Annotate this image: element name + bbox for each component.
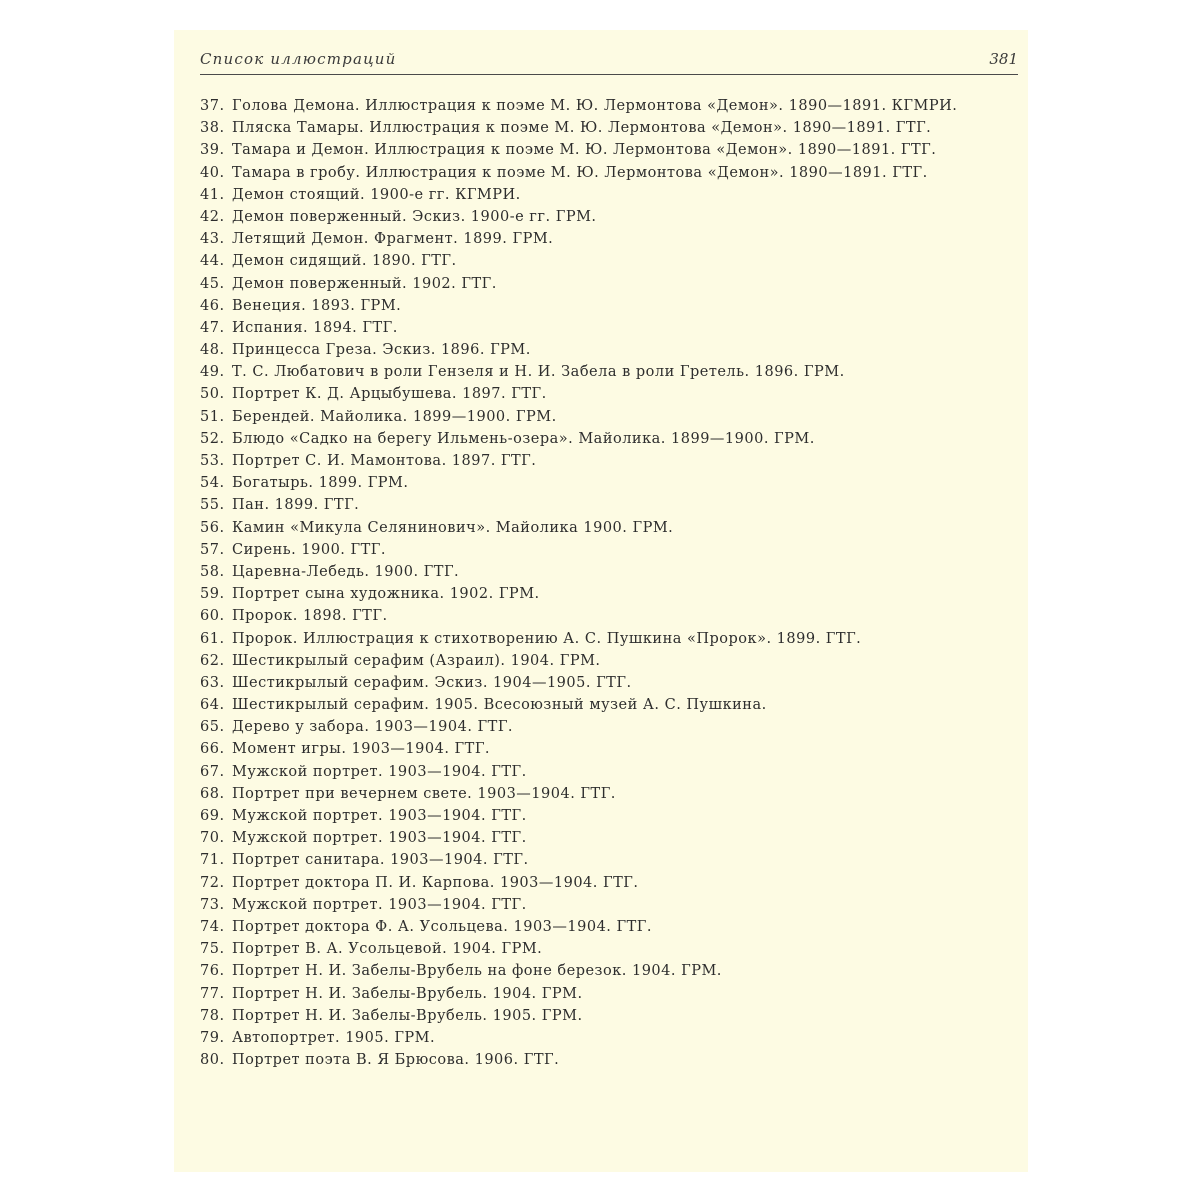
entry-number: 44.: [200, 253, 225, 270]
entry-text: Портрет доктора П. И. Карпова. 1903—1904. ГТГ.: [232, 874, 639, 891]
list-item: [200, 805, 1028, 827]
list-item: [200, 428, 1028, 450]
entry-number: 63.: [200, 674, 225, 691]
entry-text: Портрет Н. И. Забелы-Врубель. 1905. ГРМ.: [232, 1007, 583, 1024]
list-item: [200, 162, 1028, 184]
page-number: 381: [989, 50, 1018, 68]
entry-text: Демон сидящий. 1890. ГТГ.: [232, 253, 457, 270]
entry-number: 74.: [200, 918, 225, 935]
entry-text: Портрет Н. И. Забелы-Врубель. 1904. ГРМ.: [232, 985, 583, 1002]
entry-number: 78.: [200, 1007, 225, 1024]
entry-number: 54.: [200, 475, 225, 492]
entry-number: 59.: [200, 586, 225, 603]
entry-number: 43.: [200, 231, 225, 248]
entry-text: Богатырь. 1899. ГРМ.: [232, 475, 409, 492]
entry-text: Тамара в гробу. Иллюстрация к поэме М. Ю. Лермонтова «Демон». 1890—1891. ГТГ.: [232, 164, 928, 181]
entry-text: Дерево у забора. 1903—1904. ГТГ.: [232, 719, 514, 736]
list-item: [200, 539, 1028, 561]
list-item: [200, 494, 1028, 516]
entry-text: Демон поверженный. Эскиз. 1900-е гг. ГРМ.: [232, 208, 597, 225]
illustration-list: [200, 95, 1028, 1071]
list-item: [200, 827, 1028, 849]
list-item: [200, 1049, 1028, 1071]
list-item: [200, 1027, 1028, 1049]
entry-text: Шестикрылый серафим. 1905. Всесоюзный музей А. С. Пушкина.: [232, 697, 767, 714]
list-item: [200, 117, 1028, 139]
entry-number: 46.: [200, 297, 225, 314]
entry-number: 75.: [200, 941, 225, 958]
entry-text: Т. С. Любатович в роли Гензеля и Н. И. Забела в роли Гретель. 1896. ГРМ.: [232, 364, 845, 381]
list-item: [200, 849, 1028, 871]
entry-number: 62.: [200, 652, 225, 669]
list-item: [200, 339, 1028, 361]
entry-text: Портрет сына художника. 1902. ГРМ.: [232, 586, 540, 603]
list-item: [200, 983, 1028, 1005]
entry-number: 58.: [200, 563, 225, 580]
entry-number: 50.: [200, 386, 225, 403]
list-item: [200, 561, 1028, 583]
entry-text: Мужской портрет. 1903—1904. ГТГ.: [232, 808, 527, 824]
entry-number: 42.: [200, 208, 225, 225]
entry-number: 67.: [200, 763, 225, 780]
entry-number: 56.: [200, 519, 225, 536]
entry-number: 47.: [200, 319, 225, 336]
entry-text: Пан. 1899. ГТГ.: [232, 497, 360, 514]
list-item: [200, 273, 1028, 295]
list-item: [200, 672, 1028, 694]
entry-text: Блюдо «Садко на берегу Ильмень-озера». Майолика. 1899—1900. ГРМ.: [232, 430, 815, 447]
entry-text: Портрет санитара. 1903—1904. ГТГ.: [232, 852, 529, 869]
entry-text: Момент игры. 1903—1904. ГТГ.: [232, 741, 491, 758]
list-item: [200, 783, 1028, 805]
entry-number: 71.: [200, 852, 225, 869]
list-item: [200, 472, 1028, 494]
list-item: [200, 628, 1028, 650]
header-rule: [200, 74, 1018, 75]
entry-number: 64.: [200, 697, 225, 714]
entry-text: Принцесса Греза. Эскиз. 1896. ГРМ.: [232, 342, 531, 359]
entry-text: Портрет К. Д. Арцыбушева. 1897. ГТГ.: [232, 386, 547, 403]
entry-text: Автопортрет. 1905. ГРМ.: [232, 1029, 436, 1046]
entry-number: 37.: [200, 98, 225, 114]
list-item: [200, 184, 1028, 206]
entry-number: 55.: [200, 497, 225, 514]
entry-number: 80.: [200, 1052, 225, 1069]
entry-number: 38.: [200, 120, 225, 137]
list-item: [200, 916, 1028, 938]
entry-text: Пророк. 1898. ГТГ.: [232, 608, 388, 625]
entry-text: Голова Демона. Иллюстрация к поэме М. Ю. Лермонтова «Демон». 1890—1891. КГМРИ.: [232, 98, 958, 114]
entry-text: Камин «Микула Селянинович». Майолика 1900. ГРМ.: [232, 519, 674, 536]
list-item: [200, 761, 1028, 783]
list-item: [200, 605, 1028, 627]
entry-text: Демон стоящий. 1900-е гг. КГМРИ.: [232, 186, 521, 203]
entry-number: 48.: [200, 342, 225, 359]
entry-number: 65.: [200, 719, 225, 736]
list-item: [200, 95, 1028, 117]
entry-text: Шестикрылый серафим (Азраил). 1904. ГРМ.: [232, 652, 601, 669]
list-item: [200, 295, 1028, 317]
entry-text: Сирень. 1900. ГТГ.: [232, 541, 386, 558]
entry-text: Царевна-Лебедь. 1900. ГТГ.: [232, 563, 460, 580]
entry-text: Портрет доктора Ф. А. Усольцева. 1903—1904. ГТГ.: [232, 918, 653, 935]
entry-text: Пляска Тамары. Иллюстрация к поэме М. Ю. Лермонтова «Демон». 1890—1891. ГТГ.: [232, 120, 932, 137]
entry-number: 73.: [200, 896, 225, 913]
list-item: [200, 383, 1028, 405]
list-item: [200, 694, 1028, 716]
entry-text: Венеция. 1893. ГРМ.: [232, 297, 402, 314]
entry-number: 51.: [200, 408, 225, 425]
entry-number: 72.: [200, 874, 225, 891]
entry-number: 52.: [200, 430, 225, 447]
entry-number: 60.: [200, 608, 225, 625]
entry-text: Мужской портрет. 1903—1904. ГТГ.: [232, 763, 527, 780]
entry-text: Портрет при вечернем свете. 1903—1904. ГТГ.: [232, 785, 616, 802]
list-item: [200, 361, 1028, 383]
list-item: [200, 1005, 1028, 1027]
list-item: [200, 650, 1028, 672]
list-item: [200, 317, 1028, 339]
list-item: [200, 250, 1028, 272]
entry-text: Летящий Демон. Фрагмент. 1899. ГРМ.: [232, 231, 554, 248]
entry-number: 49.: [200, 364, 225, 381]
list-item: [200, 450, 1028, 472]
entry-number: 41.: [200, 186, 225, 203]
entry-number: 61.: [200, 630, 225, 647]
entry-number: 68.: [200, 785, 225, 802]
entry-number: 40.: [200, 164, 225, 181]
entry-number: 77.: [200, 985, 225, 1002]
running-title: Список иллюстраций: [200, 50, 397, 68]
list-item: [200, 738, 1028, 760]
entry-number: 39.: [200, 142, 225, 159]
list-item: [200, 716, 1028, 738]
list-item: [200, 894, 1028, 916]
entry-number: 69.: [200, 808, 225, 824]
entry-text: Шестикрылый серафим. Эскиз. 1904—1905. ГТГ.: [232, 674, 632, 691]
list-item: [200, 406, 1028, 428]
entry-number: 66.: [200, 741, 225, 758]
entry-text: Испания. 1894. ГТГ.: [232, 319, 398, 336]
list-item: [200, 206, 1028, 228]
entry-number: 53.: [200, 453, 225, 469]
list-item: [200, 228, 1028, 250]
list-item: [200, 960, 1028, 982]
list-item: [200, 139, 1028, 161]
list-item: [200, 583, 1028, 605]
entry-number: 76.: [200, 963, 225, 980]
entry-text: Демон поверженный. 1902. ГТГ.: [232, 275, 497, 292]
page-header: [200, 48, 1018, 76]
book-page: [174, 30, 1028, 1172]
entry-text: Берендей. Майолика. 1899—1900. ГРМ.: [232, 408, 557, 425]
entry-text: Пророк. Иллюстрация к стихотворению А. С. Пушкина «Пророк». 1899. ГТГ.: [232, 630, 862, 647]
entry-number: 70.: [200, 830, 225, 847]
list-item: [200, 938, 1028, 960]
entry-text: Портрет В. А. Усольцевой. 1904. ГРМ.: [232, 941, 543, 958]
list-item: [200, 517, 1028, 539]
entry-text: Тамара и Демон. Иллюстрация к поэме М. Ю. Лермонтова «Демон». 1890—1891. ГТГ.: [232, 142, 937, 159]
entry-text: Мужской портрет. 1903—1904. ГТГ.: [232, 830, 527, 847]
entry-text: Портрет поэта В. Я Брюсова. 1906. ГТГ.: [232, 1052, 560, 1069]
entry-number: 45.: [200, 275, 225, 292]
entry-number: 79.: [200, 1029, 225, 1046]
entry-number: 57.: [200, 541, 225, 558]
entry-text: Мужской портрет. 1903—1904. ГТГ.: [232, 896, 527, 913]
entry-text: Портрет С. И. Мамонтова. 1897. ГТГ.: [232, 453, 537, 469]
entry-text: Портрет Н. И. Забелы-Врубель на фоне березок. 1904. ГРМ.: [232, 963, 722, 980]
list-item: [200, 872, 1028, 894]
